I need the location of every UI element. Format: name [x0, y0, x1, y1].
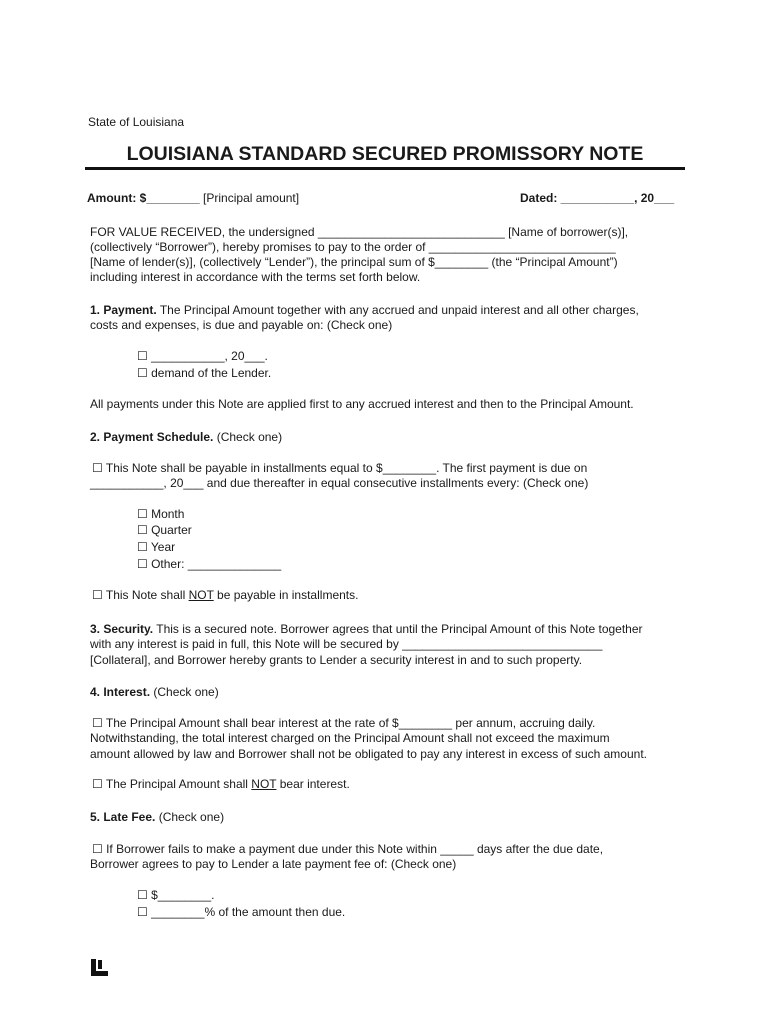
schedule-opt-b-post: be payable in installments. — [213, 588, 359, 602]
schedule-heading: 2. Payment Schedule. — [90, 430, 214, 444]
late-fee-heading: 5. Late Fee. — [90, 810, 156, 824]
interest-check: (Check one) — [150, 685, 219, 699]
schedule-opt-b-pre: ☐ This Note shall — [92, 588, 189, 602]
schedule-option-installments-2: ___________, 20___ and due thereafter in equal consecutive installments every: (Check one) — [90, 476, 589, 490]
schedule-sub-other[interactable]: ☐ Other: ______________ — [137, 557, 282, 571]
schedule-sub-month[interactable]: ☐ Month — [137, 507, 185, 521]
payment-option-demand[interactable]: ☐ demand of the Lender. — [137, 366, 272, 380]
late-fee-sub-amount[interactable]: ☐ $________. — [137, 888, 215, 902]
interest-text-3: amount allowed by law and Borrower shall not be obligated to pay any interest in excess of such amount. — [90, 747, 647, 761]
payment-text-1: The Principal Amount together with any accrued and unpaid interest and all other charges, — [156, 303, 639, 317]
schedule-option-installments[interactable]: ☐ This Note shall be payable in installments equal to $________. The first payment is due on — [92, 461, 588, 475]
schedule-sub-year[interactable]: ☐ Year — [137, 540, 176, 554]
schedule-option-no-installments[interactable] — [92, 588, 358, 602]
payment-note: All payments under this Note are applied first to any accrued interest and then to the Principal Amount. — [90, 397, 634, 411]
title-rule — [85, 167, 685, 170]
interest-option-none[interactable] — [92, 777, 350, 791]
security-heading: 3. Security. — [90, 622, 154, 636]
logo-icon — [90, 958, 110, 978]
schedule-opt-b-not: NOT — [188, 588, 214, 602]
interest-text-2: Notwithstanding, the total interest charged on the Principal Amount shall not exceed the maximum — [90, 731, 610, 745]
security-text-1: This is a secured note. Borrower agrees that until the Principal Amount of this Note together — [153, 622, 643, 636]
security-text-3: [Collateral], and Borrower hereby grants to Lender a security interest in and to such property. — [90, 653, 583, 667]
interest-opt-b-not: NOT — [251, 777, 277, 791]
interest-section — [90, 685, 219, 699]
document-title: LOUISIANA STANDARD SECURED PROMISSORY NOTE — [126, 143, 644, 165]
payment-option-date[interactable]: ☐ ___________, 20___. — [137, 349, 268, 363]
security-section — [90, 622, 643, 636]
schedule-check: (Check one) — [213, 430, 283, 444]
interest-opt-b-pre: ☐ The Principal Amount shall — [92, 777, 252, 791]
late-fee-check: (Check one) — [155, 810, 225, 824]
payment-text-2: costs and expenses, is due and payable on: (Check one) — [90, 318, 393, 332]
payment-section — [90, 303, 639, 317]
intro-line-2: (collectively “Borrower”), hereby promises to pay to the order of ____________________________ — [90, 240, 616, 254]
late-fee-section — [90, 810, 224, 824]
schedule-section — [90, 430, 282, 444]
late-fee-option[interactable]: ☐ If Borrower fails to make a payment due under this Note within _____ days after the due date, — [92, 842, 604, 856]
security-text-2: with any interest is paid in full, this Note will be secured by ______________________________ — [90, 637, 603, 651]
amount-line — [87, 191, 299, 205]
interest-heading: 4. Interest. — [90, 685, 151, 699]
late-fee-text-2: Borrower agrees to pay to Lender a late payment fee of: (Check one) — [90, 857, 457, 871]
interest-opt-b-post: bear interest. — [276, 777, 350, 791]
intro-line-1: FOR VALUE RECEIVED, the undersigned ____________________________ [Name of borrower(s)], — [90, 225, 629, 239]
schedule-sub-quarter[interactable]: ☐ Quarter — [137, 523, 192, 537]
amount-hint: [Principal amount] — [199, 191, 300, 205]
intro-line-4: including interest in accordance with the terms set forth below. — [90, 270, 421, 284]
payment-heading: 1. Payment. — [90, 303, 157, 317]
amount-label: Amount: $________ — [87, 191, 200, 205]
late-fee-sub-percent[interactable]: ☐ ________% of the amount then due. — [137, 905, 346, 919]
state-label: State of Louisiana — [88, 115, 185, 129]
intro-line-3: [Name of lender(s)], (collectively “Lender”), the principal sum of $________ (the “Principal Amount”) — [90, 255, 618, 269]
interest-option-rate[interactable]: ☐ The Principal Amount shall bear interest at the rate of $________ per annum, accruing daily. — [92, 716, 596, 730]
dated-line: Dated: ___________, 20___ — [520, 191, 675, 205]
